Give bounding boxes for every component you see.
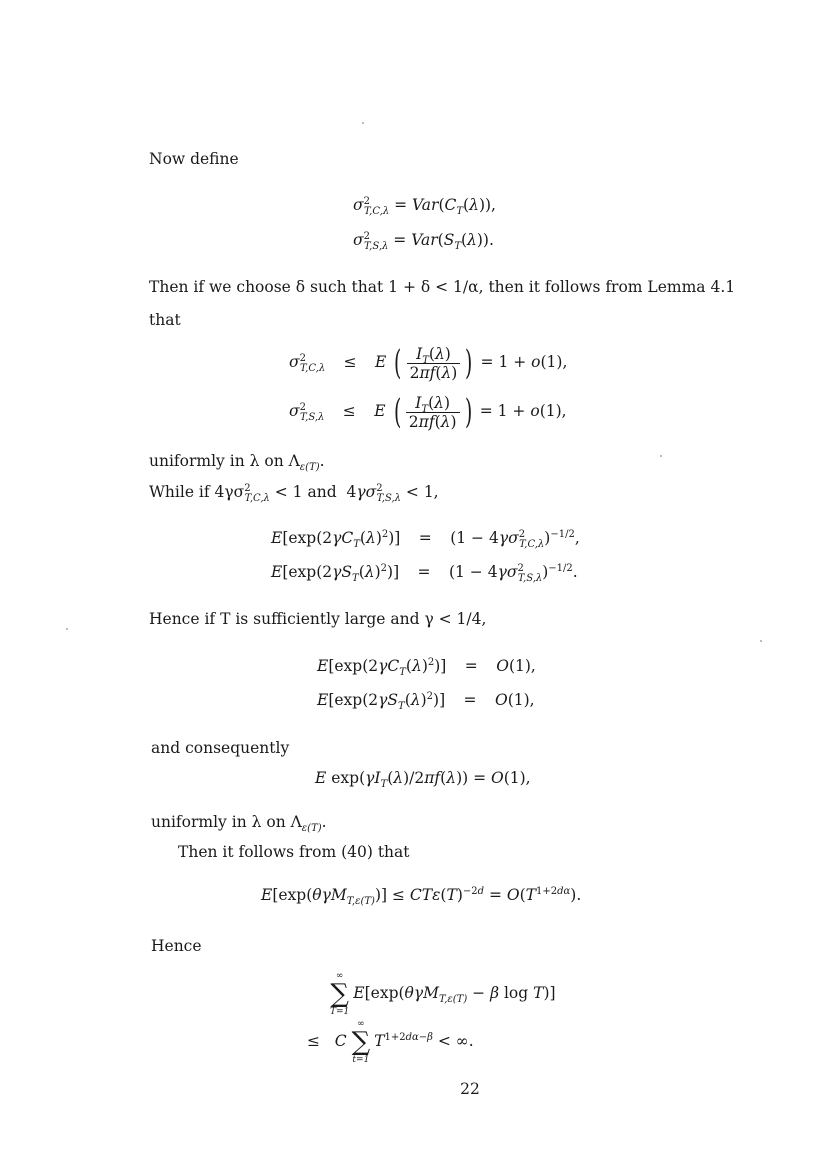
equation-ineq-s: $\sigma^2_{T,S,\lambda} \le E$ ( $\frac{I_T(\lambda)}{2\pi f(\lambda)}$ ) = 1 + o(1), [289, 392, 567, 432]
equation-exp-c: $E[\exp(2\gamma C_T(\lambda)^2)] = (1 - 4\gamma\sigma^2_{T,C,\lambda})^{-1/2}$, [271, 529, 580, 550]
text-then-if: Then if we choose δ such that 1 + δ < 1/α, then it follows from Lemma 4.1 [149, 278, 736, 296]
equation-sigma-c-def: $\sigma^2_{T,C,\lambda} = Var(C_T(\lambda))$, [353, 196, 496, 217]
scan-speck [66, 628, 68, 630]
equation-sum-expectation: ∞ ∑ T=1 E[exp(θγM$_{T,\varepsilon(T)}$ − β log T)] [330, 971, 556, 1017]
text-uniformly-1: uniformly in λ on $\Lambda_{\varepsilon(T)}$. [149, 452, 325, 473]
equation-bound-m: $E[\exp(\theta\gamma M_{T,\varepsilon(T)})] \le CT\varepsilon(T)^{-2d} = O(T^{1+2d\alpha})$. [261, 886, 582, 907]
text-hence-if: Hence if T is sufficiently large and γ < 1/4, [149, 610, 487, 628]
equation-ineq-c: $\sigma^2_{T,C,\lambda} \le E$ ( $\frac{I_T(\lambda)}{2\pi f(\lambda)}$ ) = 1 + o(1), [289, 343, 568, 383]
text-that: that [149, 311, 181, 329]
text-hence: Hence [151, 937, 202, 955]
scan-speck [660, 455, 662, 457]
equation-exp-s: $E[\exp(2\gamma S_T(\lambda)^2)] = (1 - 4\gamma\sigma^2_{T,S,\lambda})^{-1/2}$. [271, 563, 578, 584]
text-now-define: Now define [149, 150, 239, 168]
text-and-consequently: and consequently [151, 739, 290, 757]
scan-speck [362, 122, 364, 124]
equation-big-o-c: $E[\exp(2\gamma C_T(\lambda)^2)] = O(1)$, [317, 657, 536, 678]
text-then-follows: Then it follows from (40) that [178, 843, 410, 861]
scan-speck [760, 640, 762, 642]
text-while-if: While if $4\gamma\sigma^2_{T,C,\lambda} < 1$ and $4\gamma\sigma^2_{T,S,\lambda} < 1$, [149, 483, 439, 504]
equation-big-o-s: $E[\exp(2\gamma S_T(\lambda)^2)] = O(1)$, [317, 691, 535, 712]
page-number: 22 [460, 1080, 480, 1098]
equation-exp-periodogram: E $\exp(\gamma I_T(\lambda)/2\pi f(\lambda)) = O(1)$, [315, 769, 531, 790]
equation-sigma-s-def: $\sigma^2_{T,S,\lambda} = Var(S_T(\lambda))$. [353, 231, 494, 252]
text-uniformly-2: uniformly in λ on $\Lambda_{\varepsilon(T)}$. [151, 813, 327, 834]
equation-sum-bound: ≤ C ∞ ∑ t=1 $T^{1+2d\alpha-\beta}$ < ∞. [307, 1019, 474, 1065]
